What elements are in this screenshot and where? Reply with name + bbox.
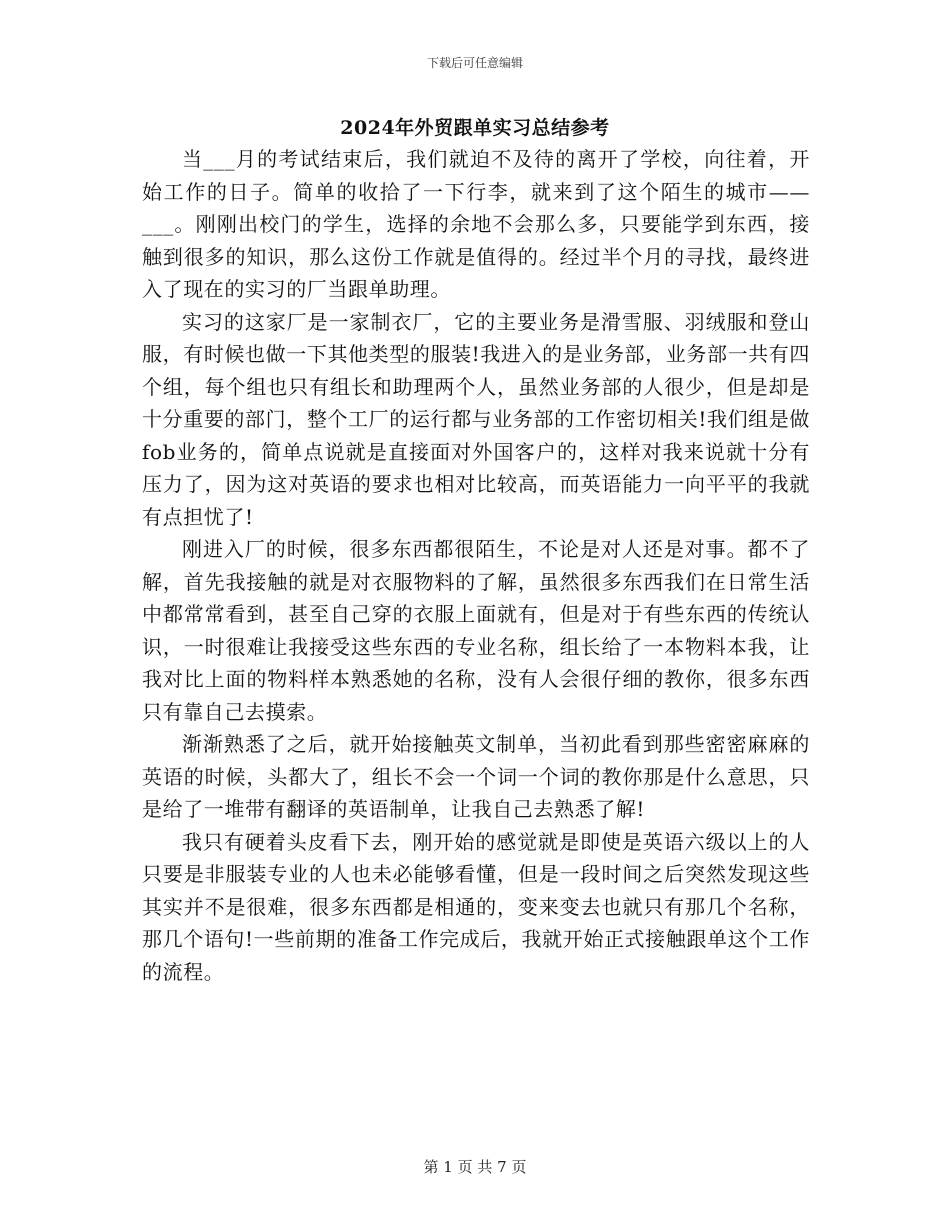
paragraph-3: 刚进入厂的时候，很多东西都很陌生，不论是对人还是对事。都不了解，首先我接触的就是对衣服物料的了解，虽然很多东西我们在日常生活中都常常看到，甚至自己穿的衣服上面就有，但是对于有些东西的传统认识，一时很难让我接受这些东西的专业名称，组长给了一本物料本我，让我对比上面的物料样本熟悉她的名称，没有人会很仔细的教你，很多东西只有靠自己去摸索。 <box>142 537 810 724</box>
paragraph-4: 渐渐熟悉了之后，就开始接触英文制单，当初此看到那些密密麻麻的英语的时候，头都大了，组长不会一个词一个词的教你那是什么意思，只是给了一堆带有翻译的英语制单，让我自己去熟悉了解! <box>142 732 810 821</box>
paragraph-1: 当___月的考试结束后，我们就迫不及待的离开了学校，向往着，开始工作的日子。简单的收拾了一下行李，就来到了这个陌生的城市——___。刚刚出校门的学生，选择的余地不会那么多，只要能学到东西，接触到很多的知识，那么这份工作就是值得的。经过半个月的寻找，最终进入了现在的实习的厂当跟单助理。 <box>142 147 810 301</box>
paragraph-5: 我只有硬着头皮看下去，刚开始的感觉就是即使是英语六级以上的人只要是非服装专业的人也未必能够看懂，但是一段时间之后突然发现这些其实并不是很难，很多东西都是相通的，变来变去也就只有那几个名称，那几个语句!一些前期的准备工作完成后，我就开始正式接触跟单这个工作的流程。 <box>142 829 810 984</box>
document-body <box>142 143 810 988</box>
page-number: 第 1 页 共 7 页 <box>423 1158 527 1176</box>
paragraph-2: 实习的这家厂是一家制衣厂，它的主要业务是滑雪服、羽绒服和登山服，有时候也做一下其他类型的服装!我进入的是业务部，业务部一共有四个组，每个组也只有组长和助理两个人，虽然业务部的人很少，但是却是十分重要的部门，整个工厂的运行都与业务部的工作密切相关!我们组是做fob业务的，简单点说就是直接面对外国客户的，这样对我来说就十分有压力了，因为这对英语的要求也相对比较高，而英语能力一向平平的我就有点担忧了! <box>142 309 810 529</box>
document-title: 2024年外贸跟单实习总结参考 <box>340 117 610 139</box>
header-note: 下载后可任意编辑 <box>426 56 523 70</box>
